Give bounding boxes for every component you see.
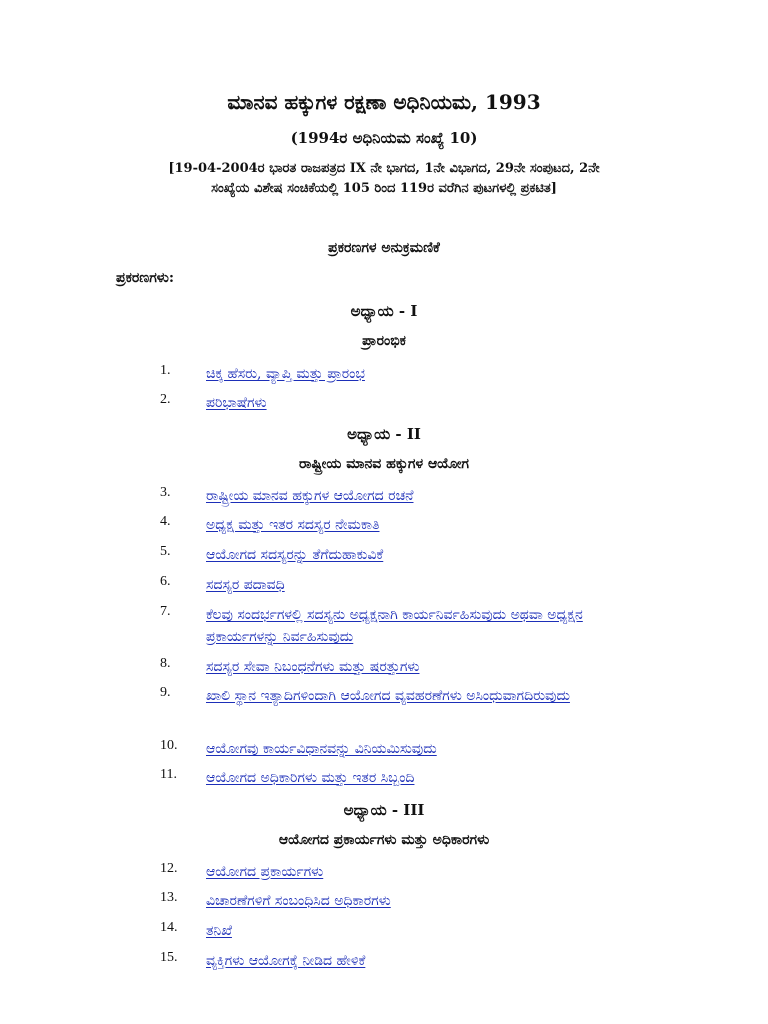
- section-number: 9.: [160, 685, 171, 700]
- section-number: 8.: [160, 656, 171, 671]
- document-title: ಮಾನವ ಹಕ್ಕುಗಳ ರಕ್ಷಣಾ ಅಧಿನಿಯಮ, 1993: [227, 90, 541, 114]
- section-number: 3.: [160, 485, 171, 500]
- section-number: 10.: [160, 738, 178, 753]
- section-link-8[interactable]: ಸದಸ್ಯರ ಸೇವಾ ನಿಬಂಧನೆಗಳು ಮತ್ತು ಷರತ್ತುಗಳು: [206, 659, 420, 675]
- section-link-15[interactable]: ವ್ಯಕ್ತಿಗಳು ಆಯೋಗಕ್ಕೆ ನೀಡಿದ ಹೇಳಿಕೆ: [206, 953, 366, 969]
- section-number: 14.: [160, 920, 178, 935]
- section-link-6[interactable]: ಸದಸ್ಯರ ಪದಾವಧಿ: [206, 577, 285, 593]
- section-number: 2.: [160, 392, 171, 407]
- section-link-2[interactable]: ಪರಿಭಾಷೆಗಳು: [206, 395, 267, 411]
- section-link-13[interactable]: ವಿಚಾರಣೆಗಳಿಗೆ ಸಂಬಂಧಿಸಿದ ಅಧಿಕಾರಗಳು: [206, 893, 391, 909]
- section-link-11[interactable]: ಆಯೋಗದ ಅಧಿಕಾರಿಗಳು ಮತ್ತು ಇತರ ಸಿಬ್ಬಂದಿ: [206, 770, 415, 786]
- section-link-7[interactable]: ಕೆಲವು ಸಂದರ್ಭಗಳಲ್ಲಿ ಸದಸ್ಯನು ಅಧ್ಯಕ್ಷನಾಗಿ ಕಾರ್ಯನಿರ್ವಹಿಸುವುದು ಅಥವಾ ಅಧ್ಯಕ್ಷನ ಪ್ರಕಾರ್ಯಗಳನ್ನು ನಿರ್ವಹಿಸುವುದು: [206, 607, 583, 645]
- section-number: 4.: [160, 514, 171, 529]
- chapter-1-number: ಅಧ್ಯಾಯ - I: [350, 302, 418, 320]
- section-number: 11.: [160, 767, 177, 782]
- section-link-14[interactable]: ತನಿಖೆ: [206, 923, 232, 939]
- chapter-3-name: ಆಯೋಗದ ಪ್ರಕಾರ್ಯಗಳು ಮತ್ತು ಅಧಿಕಾರಗಳು: [278, 832, 490, 848]
- index-heading: ಪ್ರಕರಣಗಳ ಅನುಕ್ರಮಣಿಕೆ: [328, 240, 440, 256]
- section-link-12[interactable]: ಆಯೋಗದ ಪ್ರಕಾರ್ಯಗಳು: [206, 864, 324, 880]
- chapter-3-number: ಅಧ್ಯಾಯ - III: [343, 801, 425, 819]
- section-link-4[interactable]: ಅಧ್ಯಕ್ಷ ಮತ್ತು ಇತರ ಸದಸ್ಯರ ನೇಮಕಾತಿ: [206, 517, 380, 533]
- section-link-3[interactable]: ರಾಷ್ಟ್ರೀಯ ಮಾನವ ಹಕ್ಕುಗಳ ಆಯೋಗದ ರಚನೆ: [206, 488, 414, 504]
- section-number: 13.: [160, 890, 178, 905]
- section-link-10[interactable]: ಆಯೋಗವು ಕಾರ್ಯವಿಧಾನವನ್ನು ವಿನಿಯಮಿಸುವುದು: [206, 741, 437, 757]
- section-link-1[interactable]: ಚಿಕ್ಕ ಹೆಸರು, ವ್ಯಾಪ್ತಿ ಮತ್ತು ಪ್ರಾರಂಭ: [206, 366, 365, 382]
- document-subtitle: (1994ರ ಅಧಿನಿಯಮ ಸಂಖ್ಯೆ 10): [290, 129, 478, 147]
- chapter-2-number: ಅಧ್ಯಾಯ - II: [347, 425, 421, 443]
- gazette-line-2: ಸಂಖ್ಯೆಯ ವಿಶೇಷ ಸಂಚಿಕೆಯಲ್ಲಿ 105 ರಿಂದ 119ರ ವರೆಗಿನ ಪುಟಗಳಲ್ಲಿ ಪ್ರಕಟಿತ]: [211, 181, 557, 196]
- chapter-1-name: ಪ್ರಾರಂಭಿಕ: [362, 333, 406, 349]
- section-number: 5.: [160, 544, 171, 559]
- section-number: 15.: [160, 950, 178, 965]
- section-number: 1.: [160, 363, 171, 378]
- section-link-5[interactable]: ಆಯೋಗದ ಸದಸ್ಯರನ್ನು ತೆಗೆದುಹಾಕುವಿಕೆ: [206, 547, 384, 563]
- chapter-2-name: ರಾಷ್ಟ್ರೀಯ ಮಾನವ ಹಕ್ಕುಗಳ ಆಯೋಗ: [299, 456, 469, 472]
- section-number: 7.: [160, 604, 171, 619]
- index-label: ಪ್ರಕರಣಗಳು:: [116, 270, 175, 286]
- section-number: 6.: [160, 574, 171, 589]
- section-number: 12.: [160, 861, 178, 876]
- section-link-9[interactable]: ಖಾಲಿ ಸ್ಥಾನ ಇತ್ಯಾದಿಗಳಿಂದಾಗಿ ಆಯೋಗದ ವ್ಯವಹರಣೆಗಳು ಅಸಿಂಧುವಾಗದಿರುವುದು: [206, 688, 570, 704]
- gazette-reference: [110, 159, 658, 199]
- gazette-line-1: [19-04-2004ರ ಭಾರತ ರಾಜಪತ್ರದ IX ನೇ ಭಾಗದ, 1ನೇ ವಿಭಾಗದ, 29ನೇ ಸಂಪುಟದ, 2ನೇ: [168, 161, 600, 176]
